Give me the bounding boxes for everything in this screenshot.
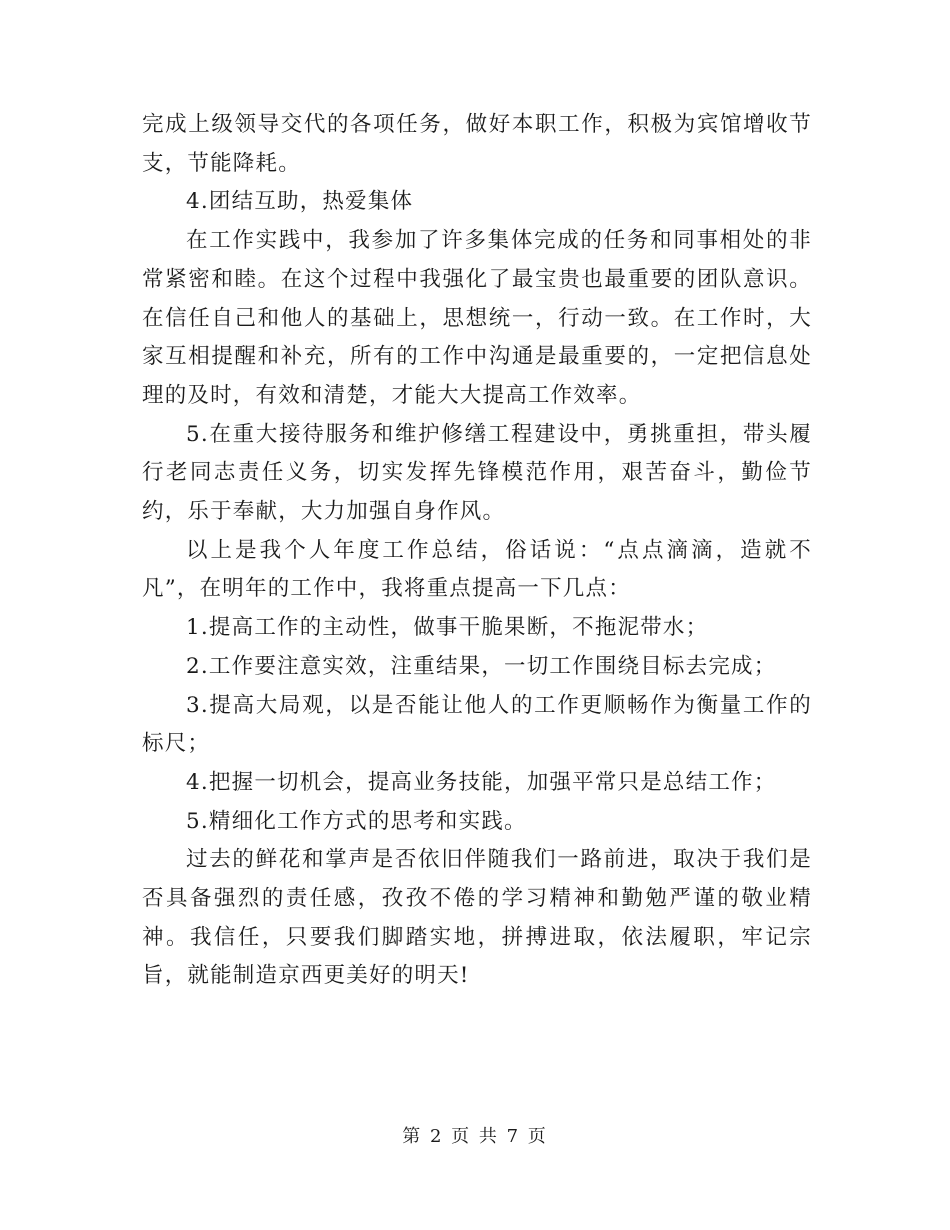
page-number: 第 2 页 共 7 页 — [402, 1126, 548, 1147]
document-body — [142, 106, 812, 996]
paragraph-conclusion: 过去的鲜花和掌声是否依旧伴随我们一路前进，取决于我们是否具备强烈的责任感，孜孜不倦的学习精神和勤勉严谨的敬业精神。我信任，只要我们脚踏实地，拼搏进取，依法履职，牢记宗旨，就能制造京西更美好的明天! — [142, 847, 812, 989]
paragraph-summary-intro: 以上是我个人年度工作总结，俗话说：“点点滴滴，造就不凡”，在明年的工作中，我将重点提高一下几点： — [142, 537, 812, 602]
list-item-2: 2.工作要注意实效，注重结果，一切工作围绕目标去完成； — [186, 653, 777, 679]
list-item-1: 1.提高工作的主动性，做事干脆果断，不拖泥带水； — [186, 615, 709, 641]
list-item-3: 3.提高大局观，以是否能让他人的工作更顺畅作为衡量工作的标尺； — [142, 692, 812, 757]
paragraph-item-5: 5.在重大接待服务和维护修缮工程建设中，勇挑重担，带头履行老同志责任义务，切实发挥先锋模范作用，艰苦奋斗，勤俭节约，乐于奉献，大力加强自身作风。 — [142, 421, 812, 525]
paragraph-teamwork: 在工作实践中，我参加了许多集体完成的任务和同事相处的非常紧密和睦。在这个过程中我强化了最宝贵也最重要的团队意识。在信任自己和他人的基础上，思想统一，行动一致。在工作时，大家互相提醒和补充，所有的工作中沟通是最重要的，一定把信息处理的及时，有效和清楚，才能大大提高工作效率。 — [142, 228, 812, 408]
paragraph-heading-teamwork: 4.团结互助，热爱集体 — [186, 189, 414, 215]
list-item-4: 4.把握一切机会，提高业务技能，加强平常只是总结工作； — [186, 769, 777, 795]
paragraph-continuation: 完成上级领导交代的各项任务，做好本职工作，积极为宾馆增收节支，节能降耗。 — [142, 112, 812, 176]
list-item-5: 5.精细化工作方式的思考和实践。 — [186, 808, 527, 834]
